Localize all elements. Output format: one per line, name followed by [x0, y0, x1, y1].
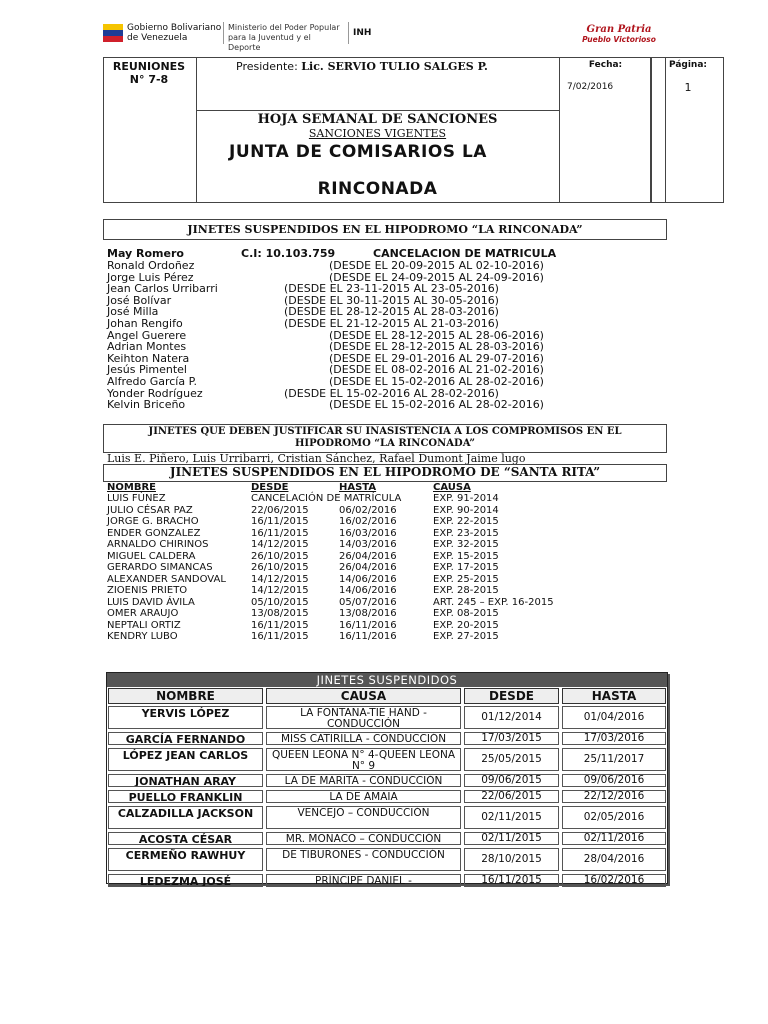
cell-nombre: KENDRY LUBO [107, 631, 178, 642]
cell-text: CALZADILLA JACKSON [117, 807, 254, 820]
cell-nombre [108, 706, 263, 729]
cell-causa: EXP. 08-2015 [433, 608, 499, 619]
cell-causa: ART. 245 – EXP. 16-2015 [433, 596, 554, 608]
cell-text: 02/11/2015 [481, 811, 542, 823]
cell-desde: 16/11/2015 [251, 527, 309, 539]
suspension-range: (DESDE EL 15-02-2016 AL 28-02-2016) [329, 375, 544, 388]
cell-hasta [562, 806, 666, 829]
cell-hasta [562, 748, 666, 771]
suspension-name: José Milla [107, 305, 159, 319]
section2-heading-line1: JINETES QUE DEBEN JUSTIFICAR SU INASISTENCIA A LOS COMPROMISOS EN EL [148, 426, 622, 437]
cell-text: PUELLO FRANKLIN [128, 791, 243, 803]
cell-nombre [108, 732, 263, 745]
cell-text: LA FONTANA-TIE HAND - CONDUCCIÓN [300, 707, 427, 729]
inh-label: INH [353, 28, 372, 38]
cell-desde: 26/10/2015 [251, 562, 309, 573]
first-ci: C.I: 10.103.759 [241, 247, 336, 260]
cell-causa: EXP. 90-2014 [433, 504, 499, 516]
cell-nombre: OMER ARAUJO [107, 608, 179, 619]
cell-hasta: 16/11/2016 [339, 631, 397, 642]
cell-text: 25/05/2015 [481, 753, 542, 765]
suspension-name: Jorge Luis Pérez [107, 270, 194, 284]
reuniones-number: N° 7-8 [129, 73, 169, 86]
cell-nombre [108, 790, 263, 803]
santa-rita-table [107, 482, 667, 644]
suspension-name: Yonder Rodríguez [107, 386, 203, 400]
cell-nombre: GERARDO SIMANCAS [107, 562, 213, 573]
section2-heading-line2: HIPODROMO “LA RINCONADA” [294, 438, 476, 449]
cell-causa [266, 790, 461, 803]
ministry-line1: Ministerio del Poder Popular [228, 23, 340, 32]
cell-desde [464, 790, 559, 803]
cell-nombre: MIGUEL CALDERA [107, 550, 196, 562]
section3-heading: JINETES SUSPENDIDOS EN EL HIPODROMO DE “SANTA RITA” [169, 465, 601, 479]
cell-hasta [562, 790, 666, 803]
cell-nombre: ENDER GONZALEZ [107, 527, 201, 539]
suspension-range: (DESDE EL 15-02-2016 AL 28-02-2016) [284, 386, 499, 400]
gov-line2: de Venezuela [127, 33, 188, 43]
cell-desde: 16/11/2015 [251, 631, 309, 642]
table-row [106, 874, 668, 888]
cell-causa: EXP. 20-2015 [433, 619, 499, 631]
cell-nombre: LUIS DAVID ÁVILA [107, 596, 195, 608]
first-cause: CANCELACION DE MATRICULA [373, 247, 557, 260]
cell-text: 28/10/2015 [481, 853, 542, 865]
cell-causa: EXP. 15-2015 [433, 550, 499, 562]
cell-causa: EXP. 91-2014 [433, 493, 499, 504]
cell-text: GARCÍA FERNANDO [125, 733, 246, 745]
section1-list [107, 259, 667, 419]
table-row [106, 732, 668, 746]
table-row [106, 790, 668, 804]
cell-desde: CANCELACIÓN DE MATRÍCULA [251, 493, 402, 504]
cell-hasta: 13/08/2016 [339, 608, 397, 619]
cell-desde: 22/06/2015 [251, 504, 309, 516]
cell-text: 17/03/2015 [481, 732, 542, 744]
cell-desde [464, 806, 559, 829]
column-header: HASTA [339, 482, 377, 493]
cell-causa: EXP. 22-2015 [433, 516, 499, 527]
cell-causa [266, 748, 461, 771]
first-name: May Romero [107, 247, 184, 260]
cell-text: 22/06/2015 [481, 790, 542, 802]
title-hoja-semanal: HOJA SEMANAL DE SANCIONES [257, 112, 498, 127]
cell-causa: EXP. 23-2015 [433, 527, 499, 539]
cell-text: 01/04/2016 [583, 711, 645, 723]
suspension-name: Alfredo García P. [107, 375, 198, 388]
patria-line1: Gran Patria [586, 24, 652, 35]
cell-text: MISS CATIRILLA - CONDUCCIÓN [280, 733, 447, 745]
cell-text: 02/05/2016 [583, 811, 645, 823]
cell-text: 01/12/2014 [481, 711, 542, 723]
cell-hasta [562, 732, 666, 745]
cell-causa [266, 706, 461, 729]
suspension-range: (DESDE EL 28-12-2015 AL 28-06-2016) [329, 328, 544, 342]
title-rinconada: RINCONADA [317, 179, 438, 199]
cell-causa: EXP. 32-2015 [433, 539, 499, 550]
cell-nombre: ZIOENIS PRIETO [107, 585, 188, 596]
cell-text: ACOSTA CÉSAR [138, 833, 233, 845]
column-header: HASTA [562, 688, 666, 704]
cell-nombre: NEPTALI ORTIZ [107, 619, 181, 631]
cell-hasta [562, 874, 666, 887]
cell-nombre [108, 848, 263, 871]
suspension-name: Ronald Ordoñez [107, 259, 195, 272]
cell-hasta: 26/04/2016 [339, 550, 397, 562]
cell-hasta [562, 848, 666, 871]
suspension-range: (DESDE EL 30-11-2015 AL 30-05-2016) [284, 293, 499, 307]
cell-desde: 05/10/2015 [251, 596, 309, 608]
cell-text: JONATHAN ARAY [135, 775, 236, 787]
table-row [106, 706, 668, 730]
cell-nombre: ARNALDO CHIRINOS [107, 539, 209, 550]
cell-text: 16/11/2015 [481, 874, 542, 886]
column-header: DESDE [464, 688, 559, 704]
jinetes-suspendidos-table [106, 672, 668, 887]
cell-nombre [108, 774, 263, 787]
column-header: NOMBRE [107, 482, 156, 493]
cell-desde [464, 774, 559, 787]
government-logo [103, 22, 372, 52]
cell-causa [266, 874, 461, 887]
cell-text: LEDEZMA JOSÉ [139, 875, 232, 887]
table-row [106, 806, 668, 830]
cell-causa [266, 806, 461, 829]
suspension-name: Adrian Montes [107, 340, 187, 354]
table-row [106, 848, 668, 872]
cell-text: 25/11/2017 [583, 753, 645, 765]
cell-desde: 16/11/2015 [251, 619, 309, 631]
cell-causa: EXP. 27-2015 [433, 631, 499, 642]
cell-desde [464, 832, 559, 845]
pagina-label: Página: [668, 60, 708, 70]
suspension-name: Jean Carlos Urribarri [107, 282, 218, 296]
cell-causa: EXP. 25-2015 [433, 573, 499, 585]
suspension-range: (DESDE EL 08-02-2016 AL 21-02-2016) [329, 363, 544, 377]
suspension-name: Johan Rengifo [107, 317, 183, 330]
cell-nombre: JULIO CÉSAR PAZ [107, 504, 193, 516]
column-header: CAUSA [433, 482, 471, 493]
fecha-label: Fecha: [588, 60, 623, 70]
cell-hasta: 05/07/2016 [339, 596, 397, 608]
suspension-range: (DESDE EL 21-12-2015 AL 21-03-2016) [284, 317, 499, 330]
cell-hasta: 14/06/2016 [339, 585, 397, 596]
cell-nombre [108, 832, 263, 845]
table-title: JINETES SUSPENDIDOS [107, 673, 667, 687]
cell-hasta: 16/03/2016 [339, 527, 397, 539]
cell-text: 17/03/2016 [583, 732, 645, 744]
column-header: CAUSA [266, 688, 461, 704]
cell-causa [266, 732, 461, 745]
cell-hasta [562, 706, 666, 729]
ministry-line2: para la Juventud y el Deporte [228, 33, 311, 52]
cell-desde [464, 874, 559, 887]
cell-text: 02/11/2016 [583, 832, 645, 844]
cell-desde [464, 848, 559, 871]
cell-nombre: LUIS FÚNEZ [107, 493, 166, 504]
cell-desde [464, 732, 559, 745]
cell-nombre [108, 748, 263, 771]
cell-desde: 16/11/2015 [251, 516, 309, 527]
table-row [106, 748, 668, 772]
cell-text: 28/04/2016 [583, 853, 645, 865]
suspension-range: (DESDE EL 29-01-2016 AL 29-07-2016) [329, 351, 544, 365]
cell-desde: 14/12/2015 [251, 573, 309, 585]
presidente-name: Lic. SERVIO TULIO SALGES P. [301, 60, 488, 73]
patria-logo [580, 24, 658, 46]
column-header: NOMBRE [108, 688, 263, 704]
cell-text: LA DE MARITA - CONDUCCIÓN [284, 775, 443, 787]
suspension-name: Jesús Pimentel [107, 363, 187, 377]
cell-hasta: 06/02/2016 [339, 504, 397, 516]
reuniones-label: REUNIONES [112, 60, 186, 73]
title-sanciones-vigentes: SANCIONES VIGENTES [308, 127, 447, 140]
cell-causa [266, 774, 461, 787]
cell-desde [464, 748, 559, 771]
cell-hasta [562, 832, 666, 845]
cell-hasta [562, 774, 666, 787]
suspension-name: Kelvin Briceño [107, 398, 186, 412]
suspension-name: Angel Guerere [107, 328, 187, 342]
table-row [106, 832, 668, 846]
table-row [106, 774, 668, 788]
cell-causa [266, 832, 461, 845]
cell-hasta: 16/11/2016 [339, 619, 397, 631]
suspension-range: (DESDE EL 24-09-2015 AL 24-09-2016) [329, 270, 544, 284]
cell-desde: 26/10/2015 [251, 550, 309, 562]
cell-hasta: 14/06/2016 [339, 573, 397, 585]
cell-causa: EXP. 17-2015 [433, 562, 499, 573]
cell-hasta: 16/02/2016 [339, 516, 397, 527]
cell-text: LÓPEZ JEAN CARLOS [122, 749, 249, 762]
patria-line2: Pueblo Victorioso [582, 35, 656, 44]
cell-text: DE TIBURONES - CONDUCCIÓN [282, 849, 445, 861]
cell-text: VENCEJO – CONDUCCIÓN [297, 807, 430, 819]
suspension-range: (DESDE EL 15-02-2016 AL 28-02-2016) [329, 398, 544, 412]
cell-text: PRÍNCIPE DANIEL - [315, 875, 412, 887]
cell-desde [464, 706, 559, 729]
cell-causa [266, 848, 461, 871]
cell-desde: 13/08/2015 [251, 608, 309, 619]
column-header: DESDE [251, 482, 289, 493]
cell-text: LA DE AMAIA [329, 791, 398, 803]
fecha-value: 7/02/2016 [567, 82, 614, 92]
suspension-range: (DESDE EL 28-12-2015 AL 28-03-2016) [284, 305, 499, 319]
suspension-name: José Bolívar [107, 293, 172, 307]
cell-text: 09/06/2015 [481, 774, 542, 786]
flag-icon [103, 24, 123, 42]
cell-text: 09/06/2016 [583, 774, 645, 786]
cell-desde: 14/12/2015 [251, 585, 309, 596]
cell-text: 16/02/2016 [583, 874, 645, 886]
suspension-name: Keihton Natera [107, 351, 190, 365]
suspension-range: (DESDE EL 23-11-2015 AL 23-05-2016) [284, 282, 499, 296]
cell-nombre [108, 806, 263, 829]
cell-hasta: 26/04/2016 [339, 562, 397, 573]
cell-text: QUEEN LEONA N° 4-QUEEN LEONA N° 9 [271, 749, 456, 771]
suspension-range: (DESDE EL 20-09-2015 AL 02-10-2016) [329, 259, 544, 272]
cell-nombre [108, 874, 263, 887]
cell-desde: 14/12/2015 [251, 539, 309, 550]
cell-text: 22/12/2016 [583, 790, 645, 802]
cell-text: CERMEÑO RAWHUY [125, 849, 246, 862]
cell-nombre: JORGE G. BRACHO [107, 516, 199, 527]
suspension-range: (DESDE EL 28-12-2015 AL 28-03-2016) [329, 340, 544, 354]
cell-text: YERVIS LÓPEZ [141, 707, 230, 720]
cell-causa: EXP. 28-2015 [433, 585, 499, 596]
cell-text: 02/11/2015 [481, 832, 542, 844]
section1-heading: JINETES SUSPENDIDOS EN EL HIPODROMO “LA RINCONADA” [187, 223, 583, 236]
cell-hasta: 14/03/2016 [339, 539, 397, 550]
pagina-value: 1 [684, 81, 692, 94]
section2-names: Luis E. Piñero, Luis Urribarri, Cristian Sánchez, Rafael Dumont Jaime lugo [107, 452, 526, 465]
cell-nombre: ALEXANDER SANDOVAL [107, 573, 226, 585]
presidente-label: Presidente: [236, 60, 298, 73]
title-junta: JUNTA DE COMISARIOS LA [229, 142, 487, 162]
gov-line1: Gobierno Bolivariano [127, 23, 222, 33]
cell-text: MR. MONACO – CONDUCCIÓN [285, 833, 442, 845]
